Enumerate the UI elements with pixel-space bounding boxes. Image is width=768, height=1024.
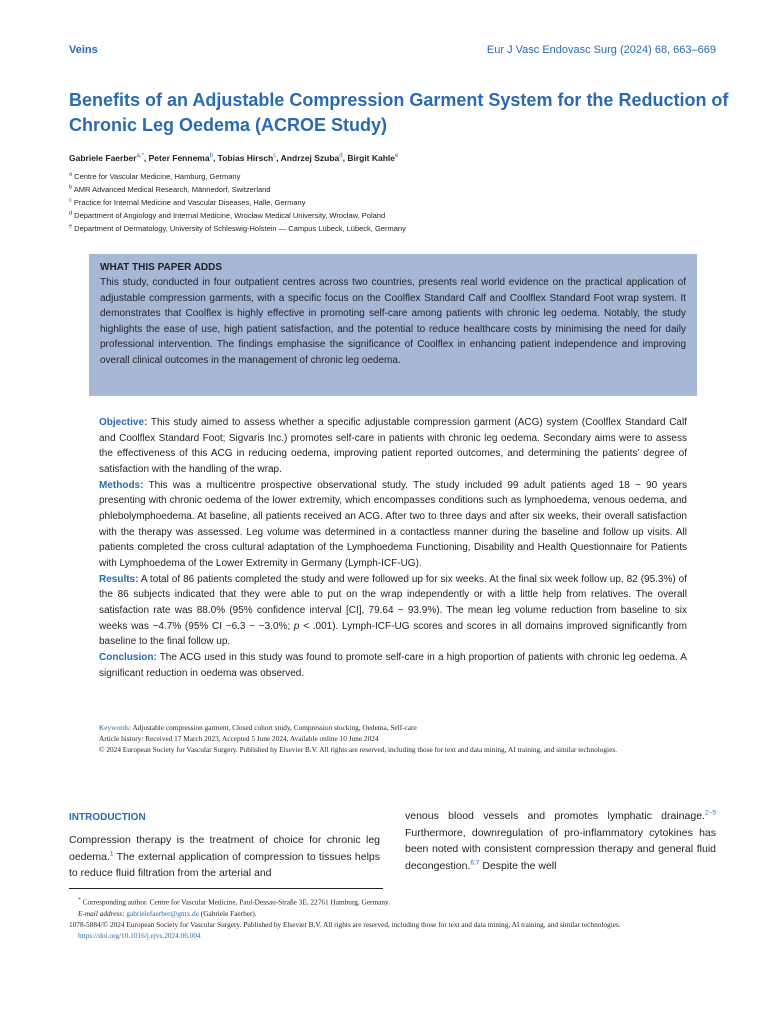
abstract <box>99 415 687 681</box>
email-line <box>69 908 729 919</box>
keywords-line <box>99 723 709 734</box>
p-value-symbol: p <box>293 620 300 632</box>
affiliation-mark: b <box>69 184 73 191</box>
email-label: E-mail address: <box>78 908 125 918</box>
author-separator: , <box>342 153 348 163</box>
author-affiliation-mark[interactable]: d <box>339 153 343 160</box>
objective-text: This study aimed to assess whether a specific adjustable compression garment (ACG) system (Coolflex Standard Calf and Coolflex Standard Foot; Sigvaris Inc.) promotes self-care in patients with chronic leg oedema. Secondary aims were to assess the effectiveness of this ACG in reducing oedema, improving patient reported outcomes, and determining the patients’ degree of satisfaction with the handling of the wrap. <box>99 417 687 475</box>
keywords-text: Adjustable compression garment, Closed cohort study, Compression stocking, Oedema, Self-care <box>132 723 417 732</box>
affiliation-list <box>69 170 729 235</box>
what-this-paper-adds-text: This study, conducted in four outpatient centres across two countries, presents real world evidence on the practical application of adjustable compression garments, with a specific focus on the Coolflex Standard Calf and Coolflex Standard Foot wrap system. It demonstrates that Coolflex is highly effective in promoting self-care among patients with chronic leg oedema. Notably, the study highlights the ease of use, high patient satisfaction, and the potential to reduce healthcare costs by minimising the need for daily professional intervention. The findings emphasise the significance of Coolflex in enhancing patient independence and improving overall clinical outcomes in the management of chronic leg oedema. <box>100 277 686 366</box>
doi-link[interactable]: https://doi.org/10.1016/j.ejvs.2024.06.004 <box>78 931 201 941</box>
conclusion-text: The ACG used in this study was found to promote self-care in a high proportion of patients with chronic leg oedema. A significant reduction in oedema was observed. <box>99 651 687 679</box>
objective-label: Objective: <box>99 417 148 428</box>
issn-copyright: 1078-5884/© 2024 European Society for Vascular Surgery. Published by Elsevier B.V. All rights are reserved, including those for text and data mining, AI training, and similar technologies. <box>69 919 621 929</box>
author-affiliation-mark[interactable]: b <box>209 153 213 160</box>
introduction-right-column <box>405 808 716 874</box>
affiliation-mark: e <box>69 223 73 230</box>
keywords-label: Keywords: <box>99 723 132 732</box>
article-title: Benefits of an Adjustable Compression Garment System for the Reduction of Chronic Leg Oedema (ACROE Study) <box>69 90 729 135</box>
affiliation-mark: a <box>69 171 73 178</box>
intro-text: venous blood vessels and promotes lymphatic drainage. <box>405 810 705 822</box>
email-link[interactable]: gabrielefaerber@gmx.de <box>126 908 199 918</box>
results-label: Results: <box>99 573 139 585</box>
what-this-paper-adds-box <box>89 254 697 396</box>
affiliation-text: Centre for Vascular Medicine, Hamburg, Germany <box>74 172 241 181</box>
reference-link[interactable]: 1 <box>109 850 114 857</box>
methods-text: This was a multicentre prospective observational study. The study included 99 adult patients aged 18 − 90 years presenting with chronic oedema of the lower extremity, which encompasses conditions such as lymphoedema, venous oedema, and phlebolymphoedema. At baseline, all patients received an ACG. After two to three days and after six weeks, their overall satisfaction with the therapy was assessed. Leg volume was determined in a contactless manner during the baseline and follow up visits. All patients completed the cross cultural adaptation of the Lymphoedema Functioning, Disability and Health Questionnaire for Patients with Lymphoedema of the Lower Extremity in Germany (Lymph-ICF-UG). <box>99 479 687 569</box>
results-text: A total of 86 patients completed the study and were followed up for six weeks. At the final six week follow up, 82 (95.3%) of the 86 subjects indicated that they were able to put on the wrap independently or with a little help from relatives. The overall satisfaction rate was 88.0% (95% confidence interval [CI], 79.64 − 93.9%). The mean leg volume reduction from baseline to six weeks was −4.7% (95% CI −6.3 − −3.0%; <box>99 573 687 632</box>
author-affiliation-mark[interactable]: e <box>395 153 399 160</box>
affiliation-mark: c <box>69 197 72 204</box>
affiliation-item <box>69 209 729 222</box>
journal-section-label: Veins <box>69 44 98 56</box>
intro-text: Compression therapy is the treatment of choice for chronic leg oedema. <box>69 834 380 863</box>
affiliation-text: Practice for Internal Medicine and Vascular Diseases, Halle, Germany <box>73 198 306 207</box>
author-separator: , <box>212 153 218 163</box>
abstract-objective <box>99 415 687 478</box>
article-meta <box>99 723 709 755</box>
copyright-notice: © 2024 European Society for Vascular Surgery. Published by Elsevier B.V. All rights are reserved, including those for text and data mining, AI training, and similar technologies. <box>99 744 617 754</box>
footnote-mark: * <box>78 897 81 903</box>
affiliation-item <box>69 222 729 235</box>
affiliation-item <box>69 183 729 196</box>
affiliation-item <box>69 170 729 183</box>
author-separator: , <box>143 153 149 163</box>
reference-link[interactable]: 2−5 <box>704 809 716 817</box>
footnotes <box>69 895 729 941</box>
author-name[interactable]: Andrzej Szuba <box>280 153 340 163</box>
what-this-paper-adds-heading: WHAT THIS PAPER ADDS <box>100 262 223 273</box>
affiliation-text: Department of Dermatology, University of Schleswig-Holstein — Campus Lübeck, Lübeck, Germany <box>74 224 406 233</box>
intro-text: Despite the well <box>479 859 557 872</box>
abstract-conclusion <box>99 650 687 681</box>
conclusion-label: Conclusion: <box>99 651 157 663</box>
email-owner: (Gabriele Faerber). <box>198 908 257 918</box>
journal-citation: Eur J Vasc Endovasc Surg (2024) 68, 663–669 <box>486 44 716 56</box>
author-name[interactable]: Peter Fennema <box>148 153 210 163</box>
author-list <box>69 153 729 163</box>
intro-text: The external application of compression to tissues helps to reduce fluid filtration from the arterial and <box>69 850 380 879</box>
introduction-heading: INTRODUCTION <box>69 812 146 823</box>
article-history: Article history: Received 17 March 2023, Accepted 5 June 2024, Available online 10 June 2024 <box>99 733 379 743</box>
author-separator: , <box>276 153 281 163</box>
intro-text: Furthermore, downregulation of pro-inflammatory cytokines has been noted with consistent compression therapy and general fluid decongestion. <box>405 826 716 872</box>
footnote-divider <box>69 888 383 889</box>
author-affiliation-mark[interactable]: c <box>273 153 277 160</box>
abstract-results <box>99 572 687 650</box>
affiliation-text: AMR Advanced Medical Research, Männedorf, Switzerland <box>73 185 271 194</box>
author-name[interactable]: Gabriele Faerber <box>69 153 137 163</box>
affiliation-text: Department of Angiology and Internal Medicine, Wrocław Medical University, Wrocław, Poland <box>74 211 386 220</box>
author-name[interactable]: Tobias Hirsch <box>217 153 274 163</box>
abstract-methods <box>99 478 687 572</box>
affiliation-item <box>69 196 729 209</box>
methods-label: Methods: <box>99 479 144 491</box>
corresponding-author-text: Corresponding author. Centre for Vascular Medicine, Paul-Dessau-Straße 3E, 22761 Hamburg, Germany. <box>80 897 391 907</box>
introduction-left-column <box>69 832 380 882</box>
results-text-continued: < .001). Lymph-ICF-UG scores and scores in all domains improved significantly from baseline to the final follow up. <box>99 620 687 648</box>
affiliation-mark: d <box>69 210 73 217</box>
author-affiliation-mark[interactable]: a,* <box>136 153 144 160</box>
corresponding-author-note <box>69 895 729 908</box>
reference-link[interactable]: 6,7 <box>470 859 480 866</box>
author-name[interactable]: Birgit Kahle <box>347 153 396 163</box>
